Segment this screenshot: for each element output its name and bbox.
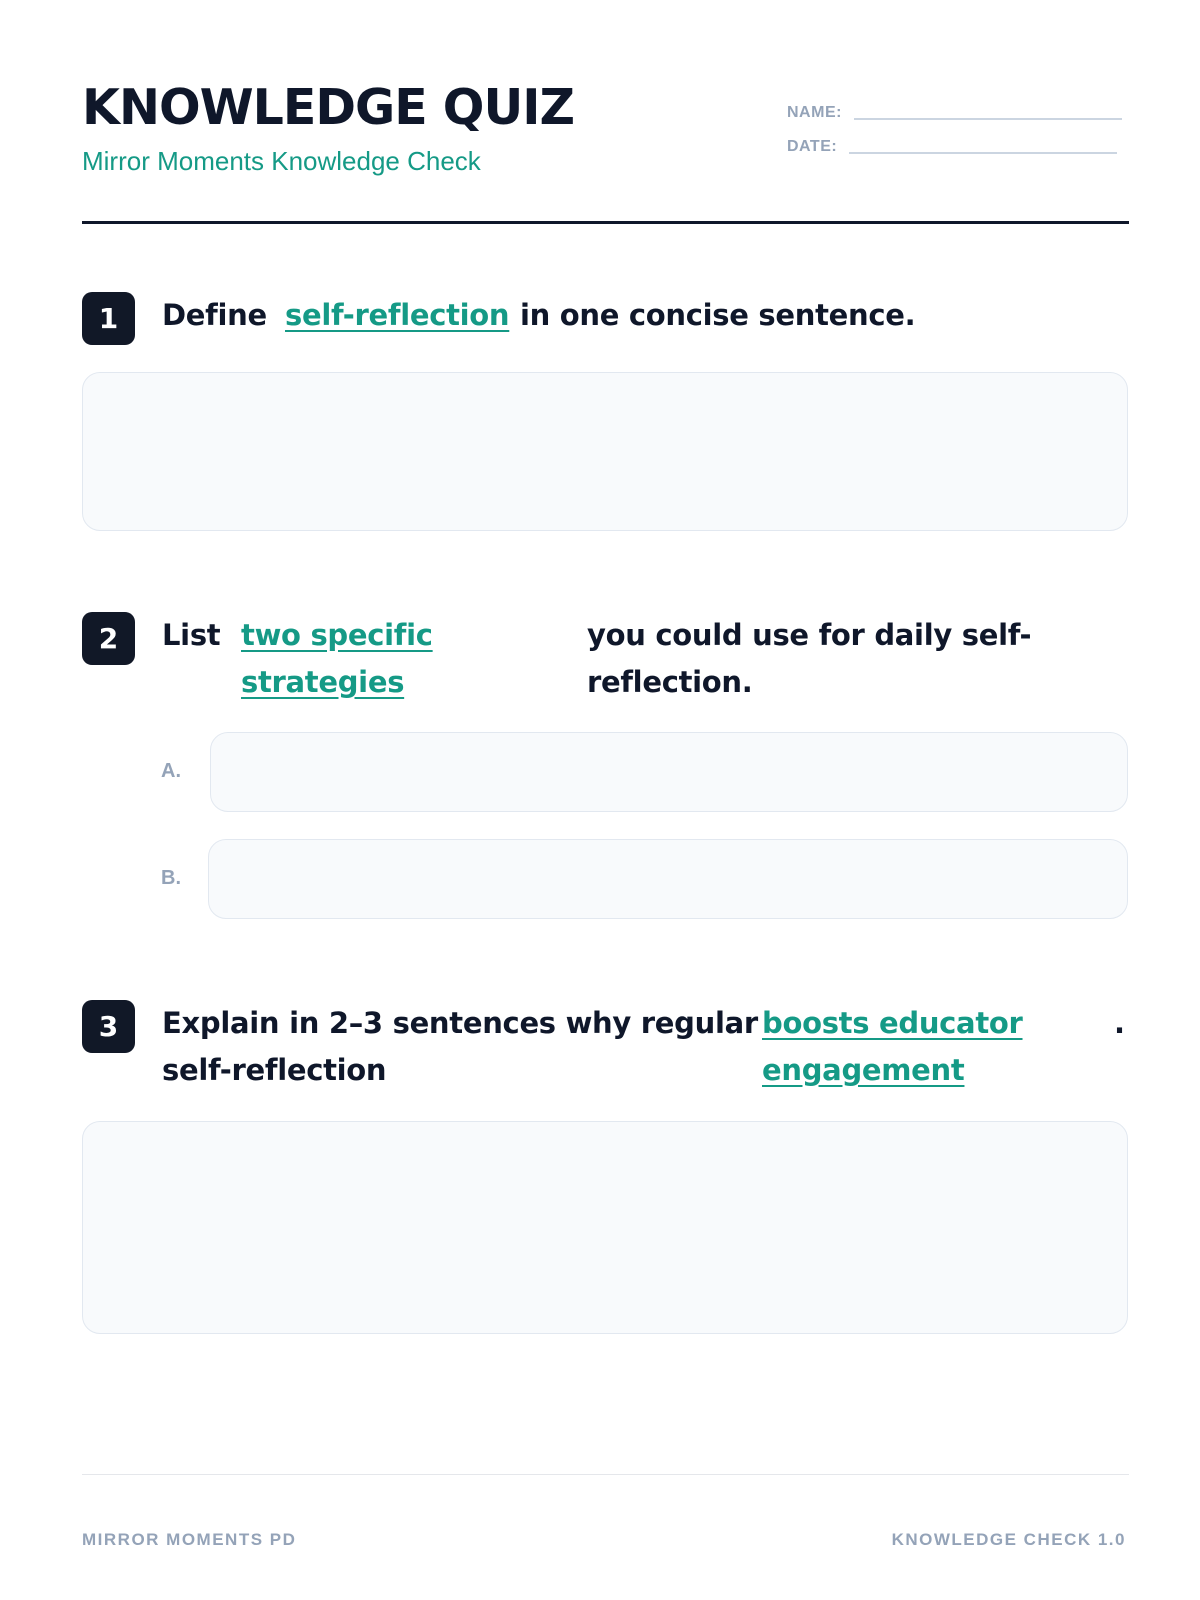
question-1-text-after: in one concise sentence. (520, 298, 916, 332)
question-number-1: 1 (82, 292, 135, 345)
footer-left: MIRROR MOMENTS PD (82, 1530, 297, 1549)
question-3-term-line2: engagement (762, 1053, 965, 1087)
date-line[interactable] (849, 150, 1117, 154)
question-1-text-before: Define (162, 298, 267, 332)
question-2-answer-a[interactable] (210, 732, 1128, 812)
page-subtitle: Mirror Moments Knowledge Check (82, 146, 481, 176)
question-2-term-line1: two specific (241, 618, 433, 652)
footer-divider (82, 1474, 1129, 1475)
name-line[interactable] (854, 116, 1122, 120)
footer-right: KNOWLEDGE CHECK 1.0 (891, 1530, 1126, 1549)
date-field[interactable] (787, 138, 1117, 156)
option-label-a: A. (161, 760, 181, 782)
question-number-3: 3 (82, 1000, 135, 1053)
question-2-answer-b[interactable] (208, 839, 1128, 919)
name-field[interactable] (787, 104, 1122, 122)
question-3-text-line2: self-reflection (162, 1053, 387, 1087)
question-1-term: self-reflection (285, 298, 510, 332)
question-number-2: 2 (82, 612, 135, 665)
question-2-text-after-line2: reflection. (587, 665, 753, 699)
question-3-answer-box[interactable] (82, 1121, 1128, 1334)
option-label-b: B. (161, 867, 181, 889)
question-2-term-line2: strategies (241, 665, 405, 699)
question-3-period: . (1114, 1006, 1125, 1040)
page-title: KNOWLEDGE QUIZ (82, 79, 575, 136)
question-3-term-line1: boosts educator (762, 1006, 1023, 1040)
question-2-text-before: List (162, 618, 221, 652)
header-divider (82, 221, 1129, 224)
name-label: NAME: (787, 104, 842, 121)
question-1-answer-box[interactable] (82, 372, 1128, 531)
question-3-text-line1: Explain in 2–3 sentences why regular (162, 1006, 758, 1040)
question-2-text-after-line1: you could use for daily self- (587, 618, 1032, 652)
date-label: DATE: (787, 138, 838, 155)
quiz-page (82, 0, 1129, 1600)
